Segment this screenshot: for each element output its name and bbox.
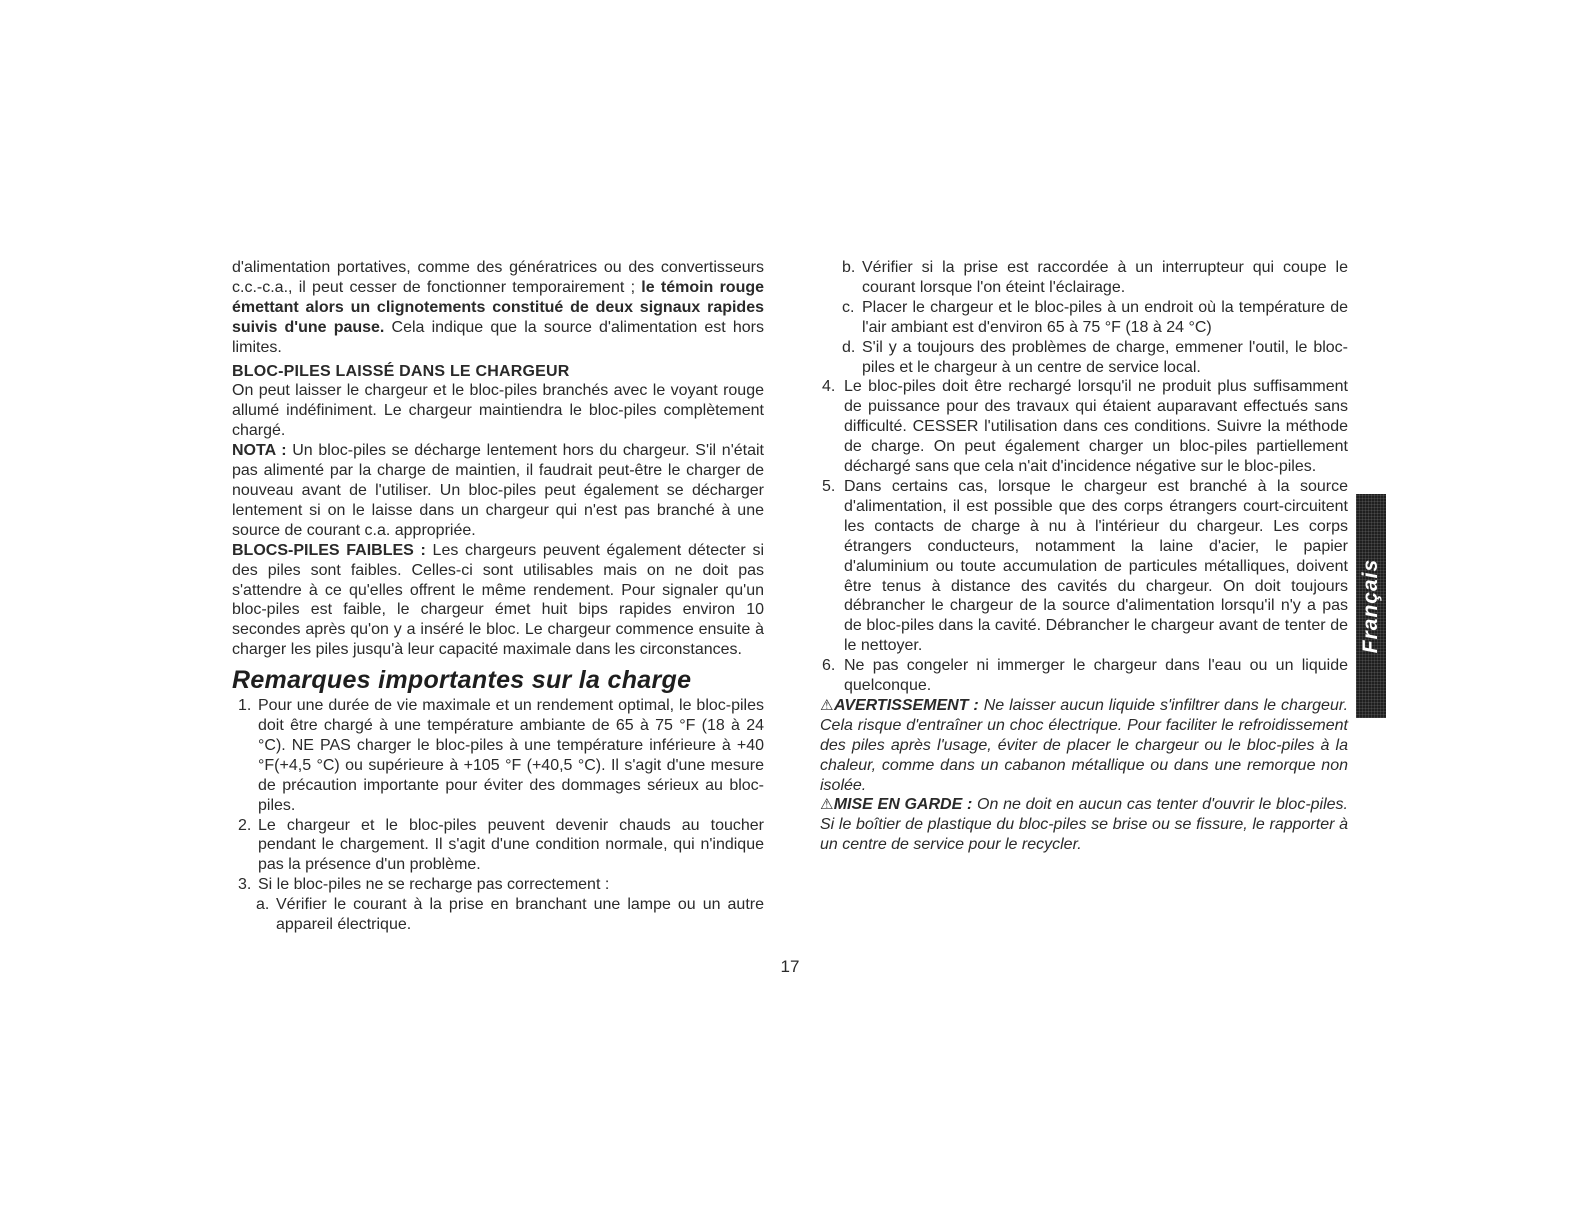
left-in-charger-heading: BLOC-PILES LAISSÉ DANS LE CHARGEUR [232,362,570,380]
left-column [232,258,764,935]
list-item [232,696,764,815]
list-item [820,377,1348,477]
list-item-text: Le bloc-piles doit être rechargé lorsqu'il ne produit plus suffisamment de puissance pour des travaux qui étaient auparavant effectués sans difficulté. CESSER l'utilisation dans ces conditions. Suivre la méthode de charge. On peut également charger un bloc-piles partiellement déchargé sans que cela n'ait d'incidence négative sur le bloc-piles. [844,378,1348,476]
list-item-text: Dans certains cas, lorsque le chargeur est branché à la source d'alimentation, il est possible que des corps étrangers court-circuitent les contacts de charge à nu à l'intérieur du chargeur. Les corps étrangers conducteurs, notamment la laine d'acier, le papier d'aluminium ou toute accumulation de particules métalliques, doivent être tenus à distance des cavités du chargeur. On doit toujours débrancher le chargeur de la source d'alimentation lorsqu'il n'y a pas de bloc-piles dans la cavité. Débrancher le chargeur avant de tenter de le nettoyer. [844,477,1348,655]
list-item-number: 3. [238,876,252,894]
section-title: Remarques importantes sur la charge [232,666,692,695]
warning-paragraph [820,696,1348,796]
list-item-text: Pour une durée de vie maximale et un rendement optimal, le bloc-piles doit être chargé à une température ambiante de 65 à 75 °F (18 à 24 °C). NE PAS charger le bloc-piles à une température inférieure à +40 °F(+4,5 °C) ou supérieure à +105 °F (+40,5 °C). Il s'agit d'une mesure de précaution importante pour éviter des dommages sérieux au bloc-piles. [258,697,764,814]
language-tab [1356,494,1386,718]
list-item-number: 5. [822,477,836,495]
intro-text: d'alimentation portatives, comme des génératrices ou des convertisseurs c.c.-c.a., il peut cesser de fonctionner temporairement ; [232,259,764,296]
list-item-text: Le chargeur et le bloc-piles peuvent devenir chauds au toucher pendant le chargement. Il s'agit d'une condition normale, qui n'indique pas la présence d'un problème. [258,816,764,874]
list-item-number: 4. [822,378,836,396]
list-item [232,816,764,876]
sub-list-item-text: Placer le chargeur et le bloc-piles à un endroit où la température de l'air ambiant est d'environ 65 à 75 °F (18 à 24 °C) [862,298,1348,336]
list-item [820,656,1348,696]
note-paragraph [232,441,764,541]
intro-text-end: Cela indique que la source d'alimentation est hors limites. [232,318,765,356]
weak-packs-label: BLOCS-PILES FAIBLES : [232,541,426,559]
list-item-number: 1. [238,697,252,715]
sub-list-item [820,338,1348,378]
caution-text: On ne doit en aucun cas tenter d'ouvrir le bloc-piles. Si le boîtier de plastique du bloc-piles se brise ou se fissure, le rapporter à un centre de service pour le recycler. [820,796,1348,854]
caution-triangle-icon: ⚠ [820,796,834,814]
right-column [820,258,1348,855]
warning-triangle-icon: ⚠ [820,696,834,714]
sub-list-item-letter: b. [842,259,856,276]
sub-list-item-text: Vérifier le courant à la prise en branchant une lampe ou un autre appareil électrique. [276,896,764,934]
charging-notes-list [232,696,764,935]
list-item-text: Ne pas congeler ni immerger le chargeur dans l'eau ou un liquide quelconque. [844,657,1348,695]
list-item-number: 2. [238,816,252,834]
note-body: Un bloc-piles se décharge lentement hors du chargeur. S'il n'était pas alimenté par la charge de maintien, il faudrait peut-être le charger de nouveau avant de l'utiliser. Un bloc-piles peut également se décharger lentement si on le laisse dans un chargeur qui n'est pas branché à une source de courant c.a. appropriée. [232,442,764,539]
weak-packs-paragraph [232,541,764,660]
sub-list-item [820,258,1348,298]
list-item-number: 6. [822,657,836,675]
language-tab-label: Français [1359,558,1382,654]
sub-list-item [820,298,1348,338]
warning-text: Ne laisser aucun liquide s'infiltrer dans le chargeur. Cela risque d'entraîner un choc électrique. Pour faciliter le refroidissement des piles après l'usage, éviter de placer le chargeur ou le bloc-piles à la chaleur, comme dans un cabanon métallique ou dans une remorque non isolée. [820,696,1349,794]
warning-label: AVERTISSEMENT : [833,696,979,714]
list-item-text: Si le bloc-piles ne se recharge pas correctement : [258,876,610,894]
sub-list-item [232,895,764,935]
left-in-charger-body: On peut laisser le chargeur et le bloc-piles branchés avec le voyant rouge allumé indéfiniment. Le chargeur maintiendra le bloc-piles complètement chargé. [232,382,764,440]
caution-label: MISE EN GARDE : [833,796,973,814]
sub-list-item-text: S'il y a toujours des problèmes de charge, emmener l'outil, le bloc-piles et le chargeur à un centre de service local. [862,338,1348,376]
caution-paragraph [820,795,1348,855]
sub-list-item-letter: d. [842,338,856,356]
intro-bold-text: le témoin rouge émettant alors un clignotements constitué de deux signaux rapides suivis d'une pause. [232,278,765,336]
weak-packs-body: Les chargeurs peuvent également détecter si des piles sont faibles. Celles-ci sont utilisables mais on ne doit pas s'attendre à ce qu'elles offrent le même rendement. Pour signaler qu'un bloc-piles est faible, le chargeur émet huit bips rapides environ 10 secondes après qu'on y a inséré le bloc. Le chargeur commence ensuite à charger les piles jusqu'à leur capacité maximale dans les circonstances. [232,541,765,659]
sub-list-item-letter: c. [842,298,855,316]
sub-list-item-text: Vérifier si la prise est raccordée à un interrupteur qui coupe le courant lorsque l'on éteint l'éclairage. [862,259,1348,296]
list-item [232,875,764,895]
page-number: 17 [780,957,800,976]
list-item [820,477,1348,656]
intro-paragraph [232,258,764,358]
sub-list-item-letter: a. [256,896,270,914]
note-label: NOTA : [232,442,287,460]
